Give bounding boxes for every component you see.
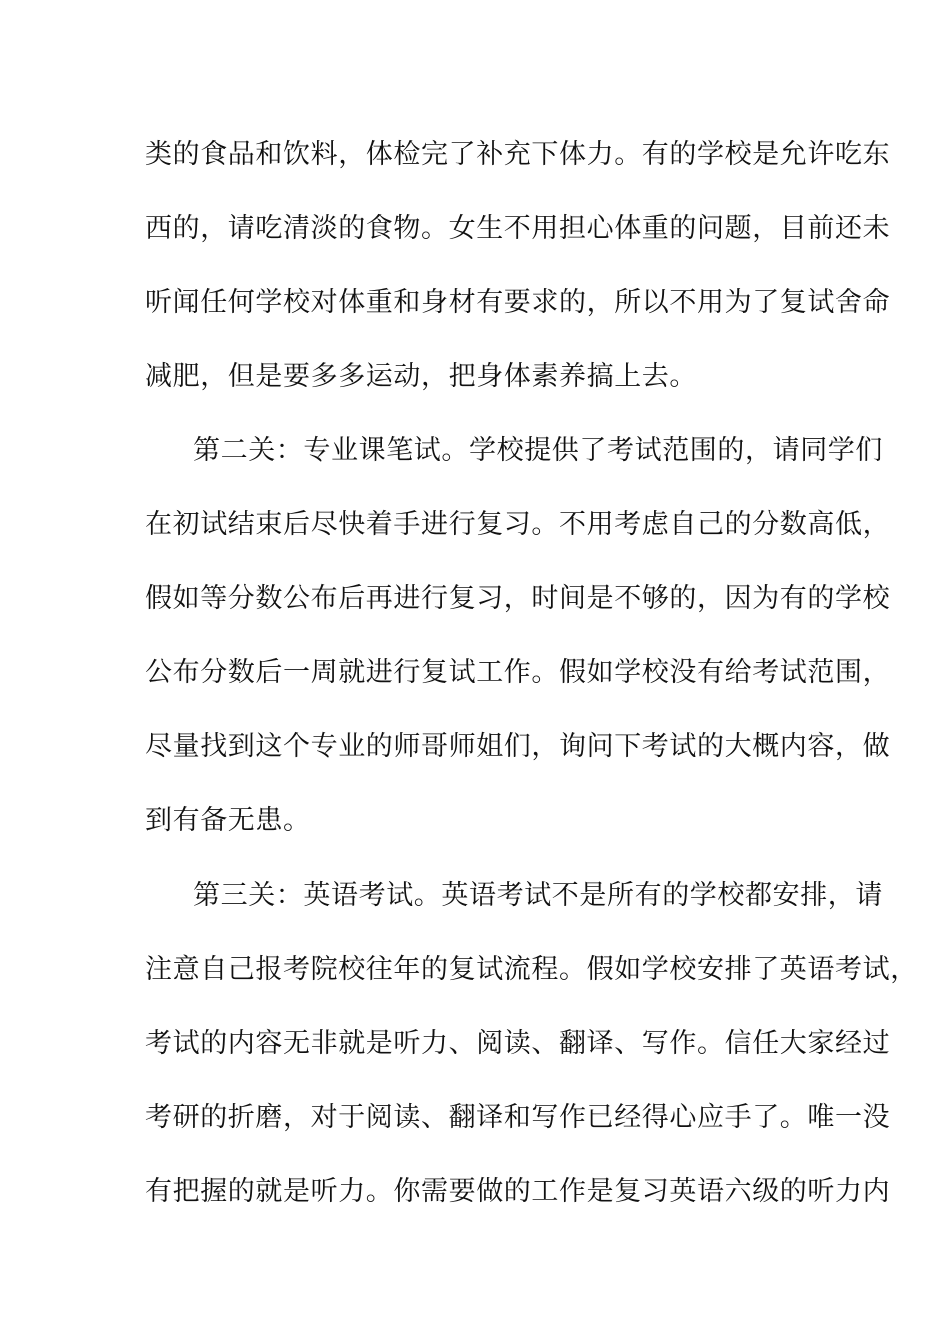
paragraph-line: 假如等分数公布后再进行复习，时间是不够的，因为有的学校 [145,583,891,614]
paragraph-line: 有把握的就是听力。你需要做的工作是复习英语六级的听力内 [145,1176,891,1207]
paragraph-line: 类的食品和饮料，体检完了补充下体力。有的学校是允许吃东 [145,139,891,170]
paragraph-line: 到有备无患。 [145,805,311,836]
paragraph-line: 第二关：专业课笔试。学校提供了考试范围的，请同学们 [193,435,883,466]
paragraph-line: 考试的内容无非就是听力、阅读、翻译、写作。信任大家经过 [145,1028,891,1059]
paragraph-line: 在初试结束后尽快着手进行复习。不用考虑自己的分数高低， [145,509,891,540]
paragraph-line: 公布分数后一周就进行复试工作。假如学校没有给考试范围， [145,657,891,688]
paragraph-line: 听闻任何学校对体重和身材有要求的，所以不用为了复试舍命 [145,287,891,318]
paragraph-line: 减肥，但是要多多运动，把身体素养搞上去。 [145,361,697,392]
paragraph-line: 尽量找到这个专业的师哥师姐们，询问下考试的大概内容，做 [145,731,891,762]
paragraph-line: 西的，请吃清淡的食物。女生不用担心体重的问题，目前还未 [145,213,891,244]
paragraph-line: 考研的折磨，对于阅读、翻译和写作已经得心应手了。唯一没 [145,1102,891,1133]
paragraph-line: 第三关：英语考试。英语考试不是所有的学校都安排，请 [193,880,883,911]
paragraph-line: 注意自己报考院校往年的复试流程。假如学校安排了英语考试， [145,954,918,985]
